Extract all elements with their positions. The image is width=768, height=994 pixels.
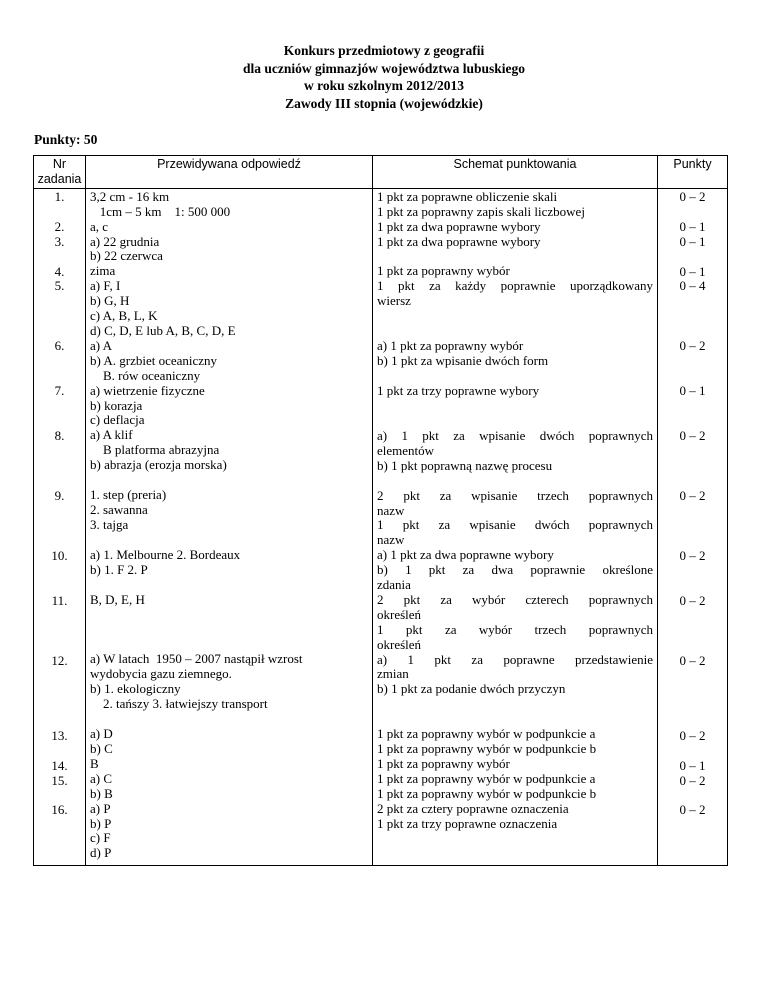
task-number: 9. bbox=[54, 488, 65, 504]
task-number bbox=[36, 564, 83, 579]
answer-line: B, D, E, H bbox=[90, 591, 145, 607]
header-nr-line: Nr bbox=[52, 157, 67, 171]
scheme-line: 1 pkt za poprawny wybór w podpunkcie a bbox=[377, 771, 596, 786]
scheme-line: 1 pkt za wybór trzech poprawnych bbox=[377, 621, 653, 637]
points-value bbox=[662, 250, 723, 265]
points-value bbox=[662, 369, 723, 384]
answer-line: 3,2 cm - 16 km bbox=[90, 188, 170, 204]
task-number bbox=[36, 714, 83, 729]
scheme-line bbox=[377, 832, 653, 847]
task-number: 8. bbox=[54, 428, 65, 444]
points-value bbox=[662, 414, 723, 429]
scheme-line: a) 1 pkt za wpisanie dwóch poprawnych bbox=[377, 427, 653, 443]
points-value bbox=[662, 818, 723, 833]
answer-line: a) A klif bbox=[90, 427, 133, 443]
points-value: 0 – 1 bbox=[679, 757, 706, 773]
points-value: 0 – 4 bbox=[679, 278, 706, 294]
points-value bbox=[662, 459, 723, 474]
points-value bbox=[662, 788, 723, 803]
points-value: 0 – 2 bbox=[679, 338, 706, 354]
points-value bbox=[662, 294, 723, 309]
scheme-line: 1 pkt za poprawny wybór w podpunkcie b bbox=[377, 741, 597, 757]
task-number bbox=[36, 833, 83, 848]
answer-line: wydobycia gazu ziemnego. bbox=[90, 666, 232, 682]
header-points: Punkty bbox=[658, 156, 728, 189]
total-points-label: Punkty: 50 bbox=[34, 132, 98, 147]
points-value bbox=[662, 474, 723, 489]
points-value: 0 – 2 bbox=[679, 488, 706, 504]
points-value: 0 – 2 bbox=[679, 802, 706, 818]
task-number: 3. bbox=[54, 233, 65, 249]
scheme-line: nazw bbox=[377, 532, 405, 548]
points-value bbox=[662, 669, 723, 684]
points-value: 0 – 1 bbox=[679, 218, 706, 234]
task-number: 14. bbox=[51, 757, 68, 773]
answer-line bbox=[90, 533, 368, 548]
answer-line: b) C bbox=[90, 741, 113, 756]
task-number: 16. bbox=[51, 802, 68, 818]
header-line-1: Konkurs przedmiotowy z geografii bbox=[283, 43, 485, 58]
header-line-3: w roku szkolnym 2012/2013 bbox=[304, 78, 464, 93]
task-number: 5. bbox=[54, 278, 65, 294]
points-value bbox=[662, 205, 723, 220]
points-value: 0 – 2 bbox=[679, 772, 706, 788]
answer-line: b) B bbox=[90, 785, 113, 801]
scheme-line: 1 pkt za poprawny wybór bbox=[377, 756, 510, 772]
task-number bbox=[36, 399, 83, 414]
task-number: 1. bbox=[54, 188, 65, 204]
answer-line: 3. tajga bbox=[90, 516, 129, 532]
points-value: 0 – 1 bbox=[679, 263, 706, 279]
task-number bbox=[36, 579, 83, 594]
points-value bbox=[662, 564, 723, 579]
header-scheme: Schemat punktowania bbox=[373, 156, 658, 189]
answer-line: 1. step (preria) bbox=[90, 487, 167, 503]
task-number bbox=[36, 684, 83, 699]
scheme-line: 1 pkt za poprawny zapis skali liczbowej bbox=[377, 203, 585, 219]
task-number bbox=[36, 699, 83, 714]
answer-line: a) 22 grudnia bbox=[90, 233, 160, 249]
answer-line: b) 1. F 2. P bbox=[90, 561, 148, 577]
answer-line: b) 1. ekologiczny bbox=[90, 681, 181, 697]
task-number: 10. bbox=[51, 547, 68, 563]
points-value: 0 – 1 bbox=[679, 383, 706, 399]
answer-line: zima bbox=[90, 263, 116, 279]
points-value bbox=[662, 519, 723, 534]
answer-line: b) 22 czerwca bbox=[90, 248, 163, 264]
task-number bbox=[36, 324, 83, 339]
points-value bbox=[662, 699, 723, 714]
task-number: 4. bbox=[54, 263, 65, 279]
answer-line: B platforma abrazyjna bbox=[90, 442, 220, 458]
scheme-column bbox=[373, 188, 658, 866]
answer-line bbox=[90, 607, 368, 622]
scheme-line bbox=[377, 309, 653, 324]
scheme-line bbox=[377, 697, 653, 712]
scheme-line: 1 pkt za poprawne obliczenie skali bbox=[377, 188, 558, 204]
scheme-line: 1 pkt za trzy poprawne oznaczenia bbox=[377, 815, 558, 831]
answer-line: a) F, I bbox=[90, 278, 121, 294]
scheme-line: wiersz bbox=[377, 293, 411, 309]
task-number bbox=[36, 414, 83, 429]
scheme-line: 1 pkt za dwa poprawne wybory bbox=[377, 218, 541, 234]
points-value bbox=[662, 504, 723, 519]
points-value: 0 – 2 bbox=[679, 592, 706, 608]
header-answer: Przewidywana odpowiedź bbox=[86, 156, 373, 189]
task-number-column bbox=[34, 188, 86, 866]
task-number: 11. bbox=[51, 592, 68, 608]
task-number bbox=[36, 294, 83, 309]
points-value bbox=[662, 579, 723, 594]
task-number: 2. bbox=[54, 218, 65, 234]
points-value bbox=[662, 848, 723, 863]
points-value bbox=[662, 744, 723, 759]
scheme-line: a) 1 pkt za poprawne przedstawienie bbox=[377, 651, 653, 667]
answer-line: d) P bbox=[90, 845, 112, 861]
scheme-line: zdania bbox=[377, 577, 411, 593]
task-number bbox=[36, 504, 83, 519]
scheme-line: 1 pkt za poprawny wybór w podpunkcie b bbox=[377, 785, 597, 801]
task-number: 15. bbox=[51, 772, 68, 788]
answer-line: B. rów oceaniczny bbox=[90, 367, 201, 383]
header-nr bbox=[34, 156, 86, 189]
scheme-line bbox=[377, 399, 653, 414]
task-number bbox=[36, 669, 83, 684]
scheme-line: 1 pkt za poprawny wybór bbox=[377, 263, 510, 279]
scheme-line: nazw bbox=[377, 502, 405, 518]
scheme-line: b) 1 pkt za podanie dwóch przyczyn bbox=[377, 681, 566, 697]
points-value bbox=[662, 609, 723, 624]
task-number bbox=[36, 534, 83, 549]
task-number bbox=[36, 354, 83, 369]
answer-line: c) F bbox=[90, 830, 111, 846]
task-number bbox=[36, 474, 83, 489]
answer-line: b) abrazja (erozja morska) bbox=[90, 457, 227, 473]
header-line-4: Zawody III stopnia (wojewódzkie) bbox=[285, 95, 483, 111]
task-number: 13. bbox=[51, 727, 68, 743]
task-number bbox=[36, 788, 83, 803]
task-number: 12. bbox=[51, 652, 68, 668]
task-number bbox=[36, 848, 83, 863]
points-value: 0 – 1 bbox=[679, 233, 706, 249]
answer-line: a, c bbox=[90, 218, 109, 234]
task-number bbox=[36, 744, 83, 759]
scheme-line: 2 pkt za wybór czterech poprawnych bbox=[377, 591, 653, 607]
answer-line: 2. sawanna bbox=[90, 501, 148, 517]
scheme-line: b) 1 pkt poprawną nazwę procesu bbox=[377, 457, 553, 473]
task-number: 7. bbox=[54, 383, 65, 399]
task-number bbox=[36, 205, 83, 220]
points-value bbox=[662, 639, 723, 654]
points-value bbox=[662, 309, 723, 324]
answer-line: a) A bbox=[90, 337, 113, 353]
answer-line: a) 1. Melbourne 2. Bordeaux bbox=[90, 546, 241, 562]
answer-line: a) W latach 1950 – 2007 nastąpił wzrost bbox=[90, 651, 303, 667]
answer-line: b) P bbox=[90, 815, 112, 831]
points-value bbox=[662, 833, 723, 848]
table-body-row bbox=[34, 188, 728, 866]
answer-line: a) wietrzenie fizyczne bbox=[90, 382, 205, 398]
points-value bbox=[662, 714, 723, 729]
answer-line: B bbox=[90, 755, 99, 771]
scheme-line bbox=[377, 847, 653, 862]
points-value bbox=[662, 324, 723, 339]
task-number bbox=[36, 444, 83, 459]
points-value bbox=[662, 444, 723, 459]
scheme-line: określeń bbox=[377, 606, 422, 622]
answer-line: c) deflacja bbox=[90, 412, 145, 428]
answer-line: b) A. grzbiet oceaniczny bbox=[90, 352, 218, 368]
scheme-line: a) 1 pkt za dwa poprawne wybory bbox=[377, 547, 554, 563]
answer-line bbox=[90, 622, 368, 637]
points-value: 0 – 2 bbox=[679, 727, 706, 743]
scheme-line: 1 pkt za każdy poprawnie uporządkowany bbox=[377, 278, 653, 294]
points-value: 0 – 2 bbox=[679, 428, 706, 444]
scheme-line bbox=[377, 474, 653, 489]
answer-line bbox=[90, 637, 368, 652]
task-number bbox=[36, 519, 83, 534]
answer-line: b) G, H bbox=[90, 293, 130, 309]
task-number: 6. bbox=[54, 338, 65, 354]
answer-line: d) C, D, E lub A, B, C, D, E bbox=[90, 322, 236, 338]
scheme-line bbox=[377, 369, 653, 384]
scheme-line: b) 1 pkt za wpisanie dwóch form bbox=[377, 353, 549, 369]
task-number bbox=[36, 459, 83, 474]
scheme-line: b) 1 pkt za dwa poprawnie określone bbox=[377, 562, 653, 578]
answer-line: c) A, B, L, K bbox=[90, 308, 158, 324]
points-value bbox=[662, 624, 723, 639]
task-number bbox=[36, 818, 83, 833]
scheme-line: 1 pkt za wpisanie dwóch poprawnych bbox=[377, 517, 653, 533]
scheme-line: 1 pkt za trzy poprawne wybory bbox=[377, 382, 540, 398]
points-value bbox=[662, 684, 723, 699]
task-number bbox=[36, 639, 83, 654]
scheme-line bbox=[377, 324, 653, 339]
answer-line bbox=[90, 578, 368, 593]
task-number bbox=[36, 624, 83, 639]
points-value: 0 – 2 bbox=[679, 652, 706, 668]
scheme-line: 2 pkt za cztery poprawne oznaczenia bbox=[377, 800, 569, 816]
scheme-line: elementów bbox=[377, 442, 435, 458]
scheme-line: 1 pkt za poprawny wybór w podpunkcie a bbox=[377, 726, 596, 742]
scheme-line: 2 pkt za wpisanie trzech poprawnych bbox=[377, 487, 653, 503]
table-header-row bbox=[34, 156, 728, 189]
points-value bbox=[662, 354, 723, 369]
points-value bbox=[662, 399, 723, 414]
answer-column bbox=[86, 188, 373, 866]
points-value bbox=[662, 534, 723, 549]
scheme-line bbox=[377, 414, 653, 429]
scheme-line: zmian bbox=[377, 666, 409, 682]
scheme-line: określeń bbox=[377, 636, 422, 652]
header-line-2: dla uczniów gimnazjów województwa lubuskiego bbox=[242, 60, 525, 76]
answer-key-table bbox=[33, 155, 728, 866]
document-header bbox=[0, 42, 768, 112]
points-value: 0 – 2 bbox=[679, 547, 706, 563]
answer-line: a) P bbox=[90, 800, 111, 816]
answer-line: b) korazja bbox=[90, 397, 143, 413]
scheme-line bbox=[377, 249, 653, 264]
points-value: 0 – 2 bbox=[679, 188, 706, 204]
points-column bbox=[658, 188, 728, 866]
task-number bbox=[36, 369, 83, 384]
task-number bbox=[36, 609, 83, 624]
task-number bbox=[36, 250, 83, 265]
scheme-line bbox=[377, 712, 653, 727]
answer-line: 1cm – 5 km 1: 500 000 bbox=[90, 203, 231, 219]
answer-line: a) D bbox=[90, 726, 113, 742]
scheme-line: 1 pkt za dwa poprawne wybory bbox=[377, 233, 541, 249]
answer-line: a) C bbox=[90, 770, 113, 786]
scheme-line: a) 1 pkt za poprawny wybór bbox=[377, 338, 524, 354]
answer-line bbox=[90, 712, 368, 727]
header-nr-line: zadania bbox=[37, 171, 82, 186]
answer-line bbox=[90, 473, 368, 488]
answer-line: 2. tańszy 3. łatwiejszy transport bbox=[90, 696, 268, 712]
task-number bbox=[36, 309, 83, 324]
